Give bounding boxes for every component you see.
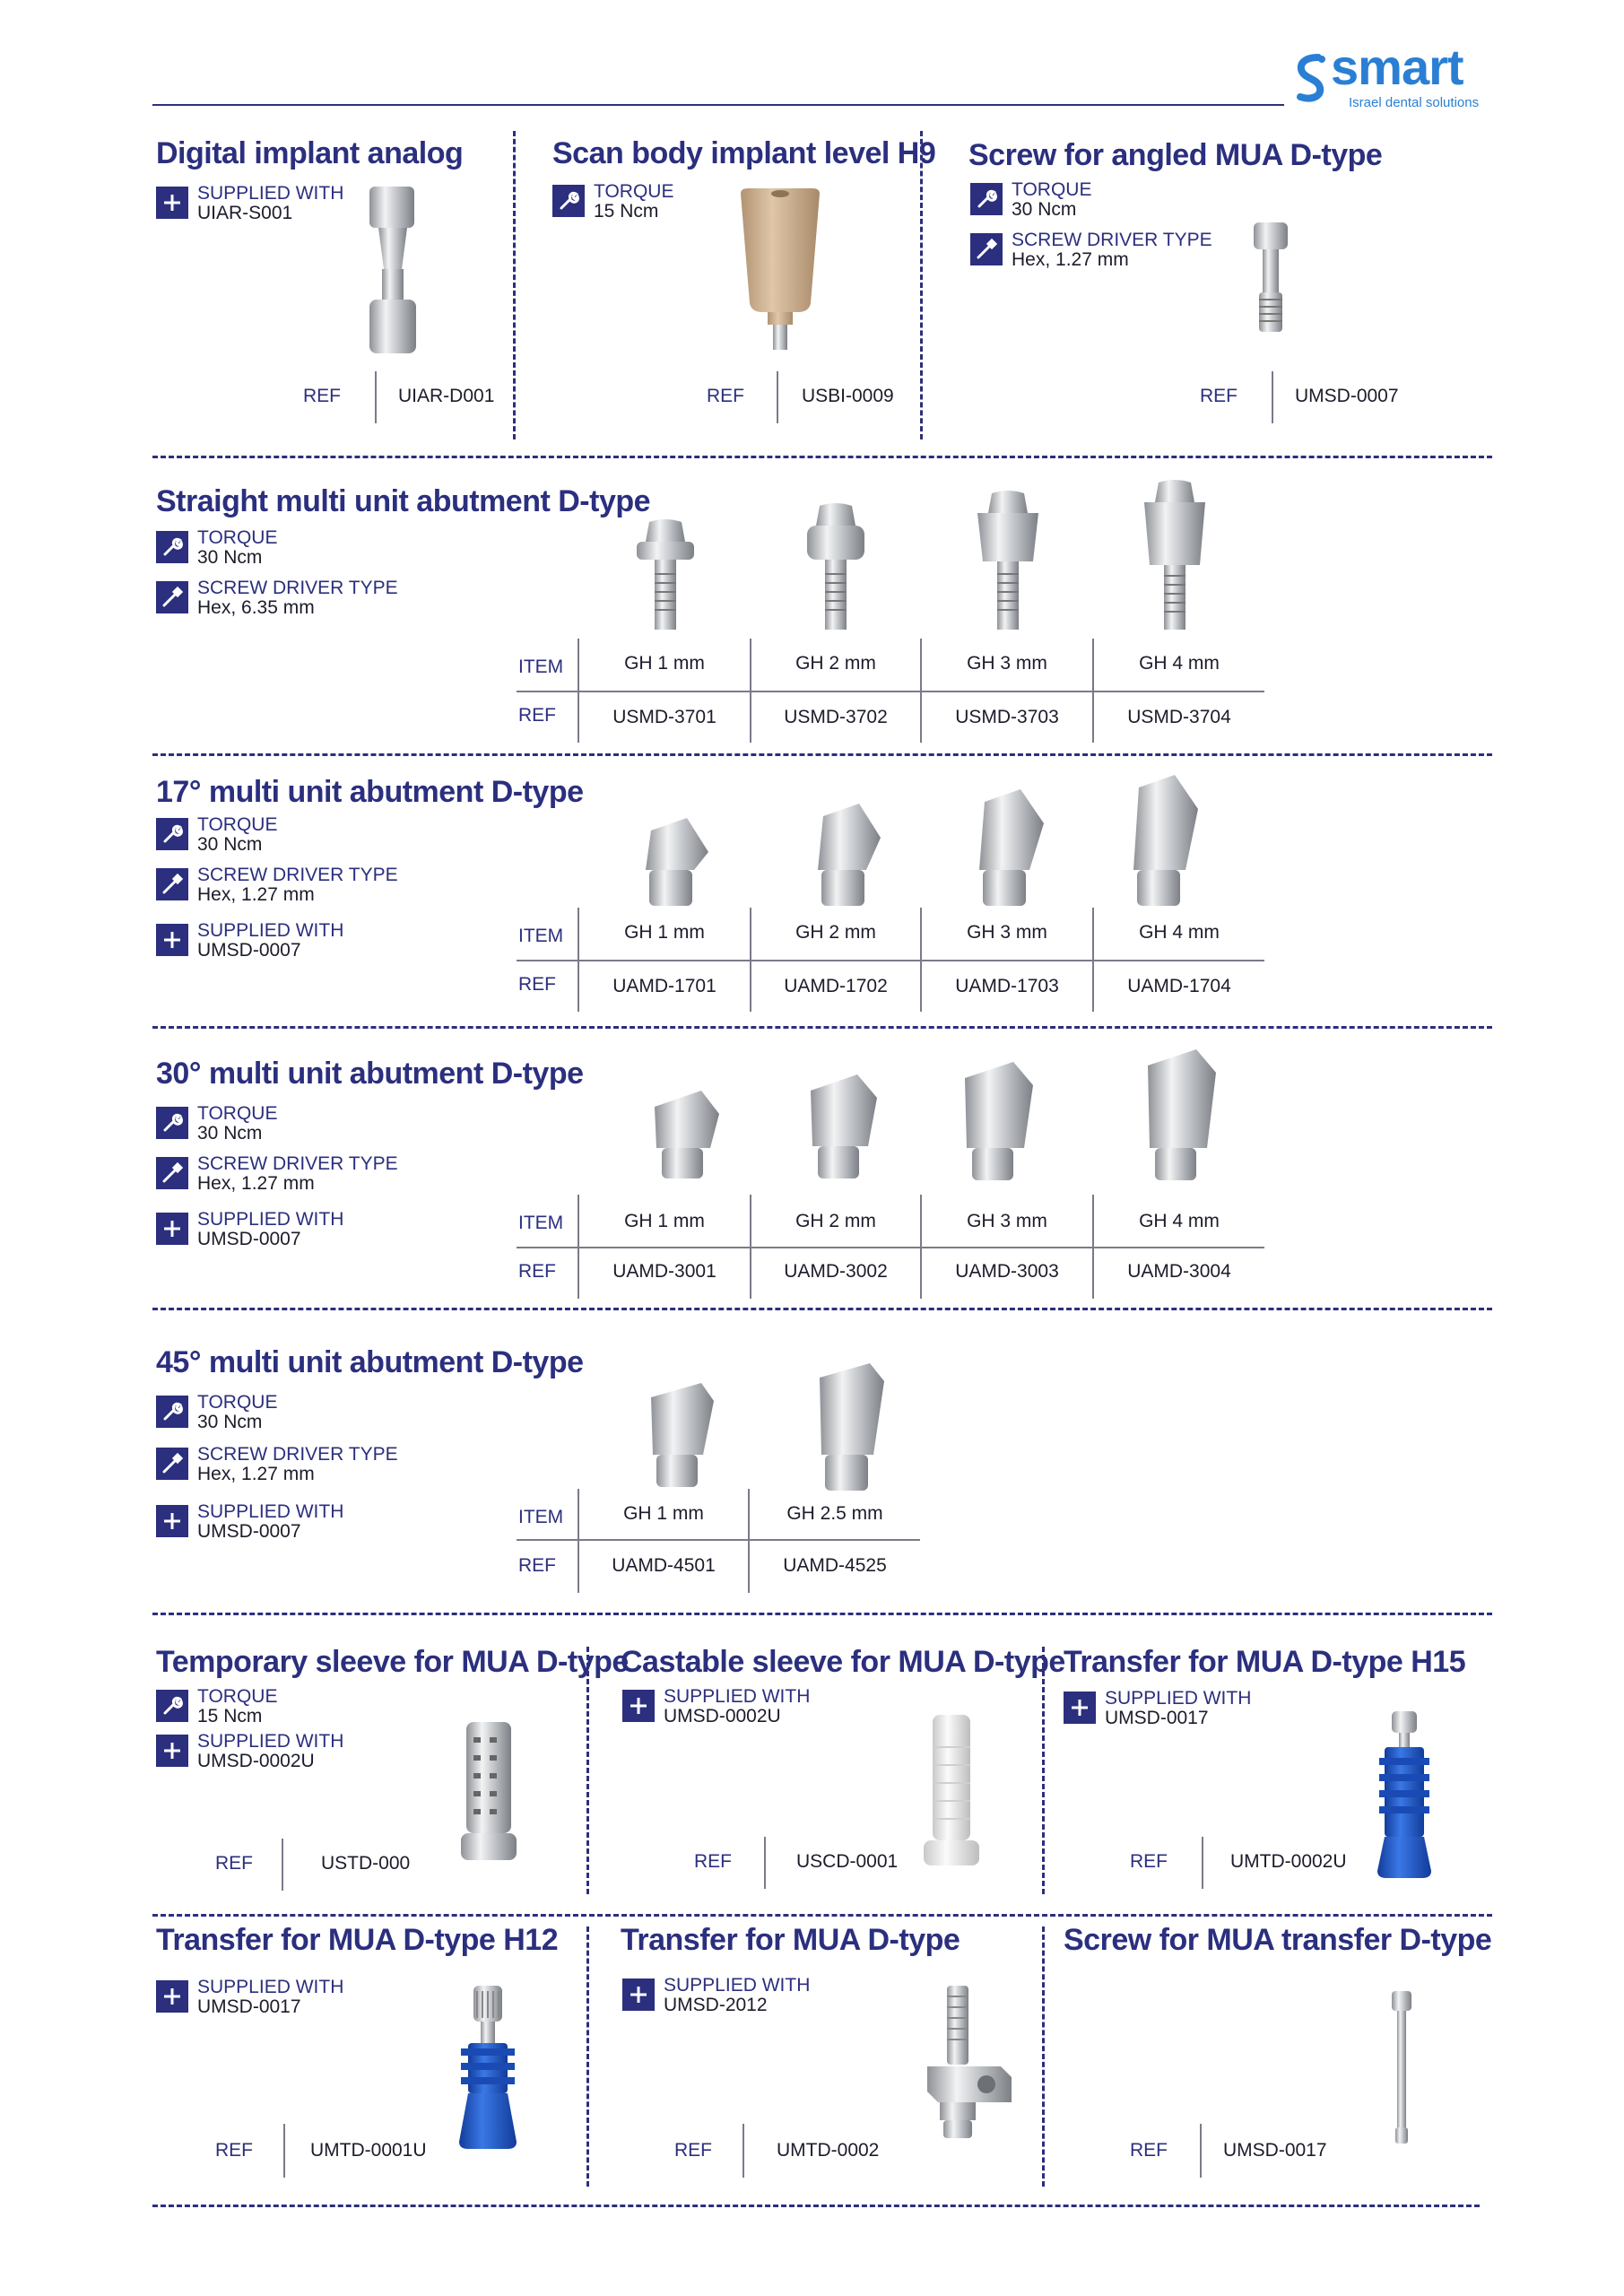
spec-value: Hex, 6.35 mm: [197, 597, 315, 618]
ref-value: UMSD-0007: [1295, 386, 1399, 406]
spec-label: TORQUE: [1012, 179, 1092, 200]
ref-divider: [1200, 2124, 1202, 2178]
spec-label: SUPPLIED WITH: [197, 1209, 344, 1230]
screwdriver-icon: [970, 233, 1003, 265]
spec-label: TORQUE: [197, 1103, 278, 1124]
spec-value: UMSD-0002U: [664, 1706, 781, 1726]
spec-label: SCREW DRIVER TYPE: [197, 1444, 398, 1465]
logo-mark-icon: [1291, 52, 1331, 104]
product-image-gh2: [803, 1073, 884, 1182]
product-image-castable-sleeve: [920, 1711, 983, 1869]
item-cell: GH 2 mm: [795, 1211, 876, 1231]
product-title: Screw for angled MUA D-type: [968, 138, 1383, 172]
ref-value: USBI-0009: [802, 386, 894, 406]
spec-value: Hex, 1.27 mm: [197, 1464, 315, 1484]
table-rule: [517, 691, 1264, 692]
item-cell: GH 3 mm: [967, 922, 1047, 943]
section-divider: [152, 1308, 1492, 1310]
product-image-gh3: [970, 490, 1046, 633]
ref-label: REF: [1200, 386, 1238, 406]
ref-divider: [743, 2124, 744, 2178]
spec-label: SCREW DRIVER TYPE: [197, 578, 398, 598]
screwdriver-icon: [156, 581, 188, 613]
spec-value: Hex, 1.27 mm: [197, 1173, 315, 1194]
ref-cell: UAMD-4501: [612, 1555, 716, 1576]
item-cell: GH 1 mm: [623, 1503, 704, 1524]
product-image-transfer-h15: [1376, 1709, 1433, 1880]
item-label: ITEM: [518, 657, 564, 677]
product-image-gh3: [965, 787, 1051, 909]
item-cell: GH 2.5 mm: [786, 1503, 883, 1524]
ref-divider: [764, 1837, 766, 1889]
ref-cell: USMD-3702: [784, 707, 888, 727]
wrench-icon: [156, 1396, 188, 1428]
product-title: Screw for MUA transfer D-type: [1064, 1923, 1492, 1957]
item-cell: GH 1 mm: [624, 653, 705, 674]
ref-cell: USMD-3703: [955, 707, 1059, 727]
screwdriver-icon: [156, 1448, 188, 1480]
spec-value: 30 Ncm: [1012, 199, 1077, 220]
logo-name: smart: [1331, 39, 1463, 95]
ref-cell: UAMD-3002: [784, 1261, 888, 1282]
product-image-gh4: [1141, 1048, 1223, 1184]
spec-label: SUPPLIED WITH: [664, 1975, 811, 1996]
header-rule: [152, 104, 1284, 106]
section-divider: [152, 456, 1492, 458]
spec-label: SUPPLIED WITH: [197, 1501, 344, 1522]
product-image-gh2: [800, 502, 872, 633]
spec-value: 30 Ncm: [197, 834, 263, 855]
spec-value: UIAR-S001: [197, 203, 293, 223]
product-image-gh4: [1119, 773, 1205, 909]
divider-vertical: [920, 131, 923, 439]
product-image-analog: [357, 183, 429, 359]
plus-icon: [622, 1690, 655, 1722]
spec-label: SUPPLIED WITH: [197, 1731, 344, 1752]
spec-value: Hex, 1.27 mm: [1012, 249, 1129, 270]
plus-icon: [156, 1505, 188, 1537]
plus-icon: [156, 187, 188, 219]
ref-value: UMTD-0002: [777, 2140, 880, 2161]
ref-label: REF: [694, 1851, 732, 1872]
spec-value: UMSD-0007: [197, 1521, 301, 1542]
ref-cell: UAMD-3001: [612, 1261, 716, 1282]
item-cell: GH 2 mm: [795, 922, 876, 943]
screwdriver-icon: [156, 868, 188, 900]
section-divider: [152, 1613, 1492, 1615]
spec-value: 30 Ncm: [197, 1412, 263, 1432]
product-title: Transfer for MUA D-type: [621, 1923, 960, 1957]
spec-value: 30 Ncm: [197, 547, 263, 568]
ref-cell: UAMD-1702: [784, 976, 888, 996]
spec-label: SUPPLIED WITH: [197, 1977, 344, 1997]
ref-label: REF: [518, 974, 556, 995]
spec-value: Hex, 1.27 mm: [197, 884, 315, 905]
section-title: Straight multi unit abutment D-type: [156, 484, 651, 518]
table-rule: [517, 960, 1264, 961]
plus-icon: [156, 1213, 188, 1245]
section-title: 45° multi unit abutment D-type: [156, 1345, 584, 1379]
section-title: 30° multi unit abutment D-type: [156, 1057, 584, 1091]
ref-label: REF: [518, 1261, 556, 1282]
wrench-icon: [156, 818, 188, 850]
ref-value: UMSD-0017: [1223, 2140, 1327, 2161]
ref-value: USCD-0001: [796, 1851, 899, 1872]
plus-icon: [156, 924, 188, 956]
ref-label: REF: [674, 2140, 712, 2161]
ref-divider: [375, 371, 377, 423]
product-image-gh2: [803, 802, 886, 909]
product-image-gh4: [1137, 479, 1212, 633]
ref-cell: UAMD-1701: [612, 976, 716, 996]
section-title: 17° multi unit abutment D-type: [156, 775, 584, 809]
ref-label: REF: [1130, 1851, 1168, 1872]
divider-vertical: [513, 131, 516, 439]
divider-vertical: [586, 1926, 589, 2187]
spec-label: TORQUE: [197, 527, 278, 548]
ref-value: UMTD-0002U: [1230, 1851, 1347, 1872]
ref-divider: [1202, 1837, 1203, 1889]
item-label: ITEM: [518, 1507, 564, 1527]
product-title: Transfer for MUA D-type H15: [1064, 1645, 1466, 1679]
spec-label: SUPPLIED WITH: [664, 1686, 811, 1707]
ref-divider: [1272, 371, 1273, 423]
screwdriver-icon: [156, 1157, 188, 1189]
section-divider: [152, 1026, 1492, 1029]
item-cell: GH 4 mm: [1139, 1211, 1220, 1231]
ref-divider: [777, 371, 778, 423]
product-title: Scan body implant level H9: [552, 136, 936, 170]
spec-label: TORQUE: [594, 181, 674, 202]
spec-label: SCREW DRIVER TYPE: [197, 1153, 398, 1174]
product-image-gh1: [631, 816, 714, 909]
ref-cell: UAMD-1703: [955, 976, 1059, 996]
ref-label: REF: [215, 1853, 253, 1874]
ref-cell: UAMD-3004: [1127, 1261, 1231, 1282]
logo-tagline: Israel dental solutions: [1349, 95, 1480, 110]
logo: [1291, 39, 1515, 118]
product-image-gh1: [647, 1089, 725, 1182]
divider-vertical: [586, 1647, 589, 1894]
spec-value: UMSD-0007: [197, 940, 301, 961]
section-divider: [152, 753, 1492, 756]
ref-label: REF: [707, 386, 744, 406]
item-cell: GH 4 mm: [1139, 653, 1220, 674]
spec-value: 30 Ncm: [197, 1123, 263, 1144]
product-image-gh25: [811, 1361, 891, 1494]
item-label: ITEM: [518, 1213, 564, 1233]
ref-value: UMTD-0001U: [310, 2140, 427, 2161]
ref-label: REF: [1130, 2140, 1168, 2161]
ref-cell: USMD-3704: [1127, 707, 1231, 727]
ref-cell: UAMD-1704: [1127, 976, 1231, 996]
plus-icon: [1064, 1692, 1096, 1724]
product-image-gh1: [642, 1381, 719, 1491]
spec-label: SUPPLIED WITH: [197, 183, 344, 204]
ref-cell: UAMD-3003: [955, 1261, 1059, 1282]
divider-vertical: [1042, 1647, 1045, 1894]
wrench-icon: [156, 1107, 188, 1139]
spec-value: UMSD-0017: [1105, 1708, 1209, 1728]
divider-vertical: [1042, 1926, 1045, 2187]
item-cell: GH 3 mm: [967, 1211, 1047, 1231]
spec-label: TORQUE: [197, 814, 278, 835]
wrench-icon: [156, 531, 188, 563]
product-title: Castable sleeve for MUA D-type: [621, 1645, 1065, 1679]
product-image-temporary-sleeve: [457, 1718, 520, 1867]
product-image-screw-transfer: [1388, 1989, 1415, 2147]
product-image-scan-body: [735, 187, 825, 353]
item-cell: GH 2 mm: [795, 653, 876, 674]
item-cell: GH 1 mm: [624, 922, 705, 943]
item-cell: GH 1 mm: [624, 1211, 705, 1231]
product-title: Temporary sleeve for MUA D-type: [156, 1645, 629, 1679]
ref-label: REF: [518, 705, 556, 726]
ref-value: UIAR-D001: [398, 386, 495, 406]
product-image-gh3: [958, 1060, 1040, 1184]
item-cell: GH 4 mm: [1139, 922, 1220, 943]
product-title: Digital implant analog: [156, 136, 464, 170]
spec-value: UMSD-0007: [197, 1229, 301, 1249]
product-image-transfer-h12: [456, 1984, 520, 2151]
spec-value: 15 Ncm: [197, 1706, 263, 1726]
ref-divider: [283, 2124, 285, 2178]
spec-label: SUPPLIED WITH: [197, 920, 344, 941]
spec-label: SCREW DRIVER TYPE: [1012, 230, 1212, 250]
ref-label: REF: [215, 2140, 253, 2161]
ref-cell: UAMD-4525: [783, 1555, 887, 1576]
spec-value: UMSD-0017: [197, 1996, 301, 2017]
spec-label: SCREW DRIVER TYPE: [197, 865, 398, 885]
spec-value: 15 Ncm: [594, 201, 659, 222]
plus-icon: [156, 1980, 188, 2013]
spec-label: SUPPLIED WITH: [1105, 1688, 1252, 1709]
table-rule: [517, 1247, 1264, 1248]
spec-label: TORQUE: [197, 1392, 278, 1413]
item-cell: GH 3 mm: [967, 653, 1047, 674]
plus-icon: [156, 1735, 188, 1767]
section-divider: [152, 2205, 1480, 2207]
spec-label: TORQUE: [197, 1686, 278, 1707]
product-image-gh1: [630, 518, 701, 633]
item-label: ITEM: [518, 926, 564, 946]
product-title: Transfer for MUA D-type H12: [156, 1923, 559, 1957]
product-image-screw: [1250, 221, 1291, 335]
wrench-icon: [552, 185, 585, 217]
ref-cell: USMD-3701: [612, 707, 716, 727]
ref-divider: [282, 1839, 283, 1891]
product-image-transfer: [922, 1984, 1015, 2142]
wrench-icon: [156, 1690, 188, 1722]
ref-label: REF: [303, 386, 341, 406]
wrench-icon: [970, 183, 1003, 215]
spec-value: UMSD-0002U: [197, 1751, 315, 1771]
spec-value: UMSD-2012: [664, 1995, 768, 2015]
plus-icon: [622, 1979, 655, 2011]
section-divider: [152, 1914, 1492, 1917]
ref-value: USTD-000: [321, 1853, 411, 1874]
ref-label: REF: [518, 1555, 556, 1576]
